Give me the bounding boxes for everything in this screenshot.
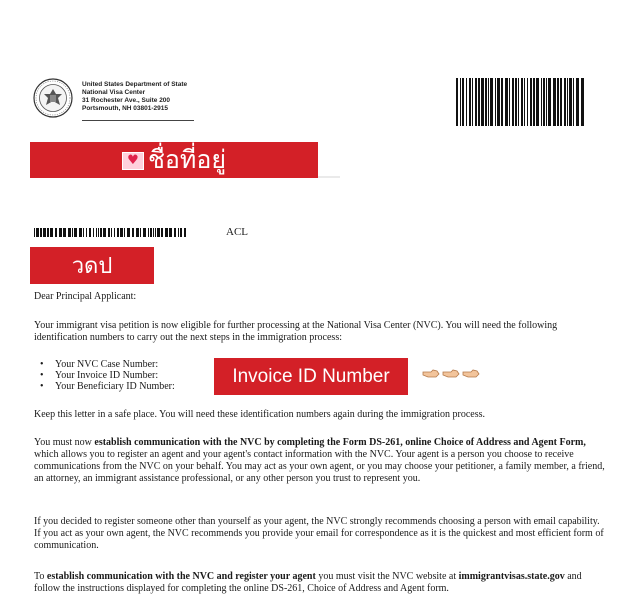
sender-line: Portsmouth, NH 03801-2915 <box>82 105 168 112</box>
emphasis-text: establish communication with the NVC by completing the Form DS-261, online Choice of Address and Agent Form, <box>94 437 586 448</box>
invoice-id-banner <box>214 358 408 395</box>
list-item: • Your Invoice ID Number: <box>40 370 159 381</box>
ds261-paragraph <box>34 437 608 485</box>
pointing-hand-icon <box>422 366 482 380</box>
text: You must now <box>34 437 95 448</box>
list-item-label: Your Invoice ID Number: <box>55 370 159 381</box>
small-barcode-image <box>34 228 190 237</box>
sender-line: 31 Rochester Ave., Suite 200 <box>82 97 171 104</box>
banner-invoice-text: Invoice ID Number <box>232 365 390 387</box>
sender-address <box>82 81 187 113</box>
sender-line: National Visa Center <box>82 89 146 96</box>
list-item-label: Your Beneficiary ID Number: <box>55 381 175 392</box>
intro-paragraph: Your immigrant visa petition is now eligible for further processing at the National Visa Center (NVC). You will need the following identification numbers to carry out the next steps in the immigration process: <box>34 320 558 343</box>
barcode-image <box>456 78 586 126</box>
list-item-label: Your NVC Case Number: <box>55 359 159 370</box>
website-link[interactable]: immigrantvisas.state.gov <box>458 571 565 582</box>
department-seal-icon <box>33 78 73 118</box>
pointing-hand-icons <box>422 366 482 384</box>
banner-name-text: ชื่อที่อยู่ <box>147 145 227 174</box>
id-list <box>40 359 175 392</box>
list-item: • Your NVC Case Number: <box>40 359 159 370</box>
register-paragraph <box>34 571 608 595</box>
love-letter-icon: ♥ <box>122 152 144 170</box>
banner-date-text: วดป <box>71 254 113 279</box>
divider <box>318 176 340 178</box>
agent-paragraph: If you decided to register someone other than yourself as your agent, the NVC strongly recommends choosing a person with email capability. If you act as your own agent, the NVC recommends you provide your email for correspondence as it is the quickest and most efficient form of communication. <box>34 516 604 551</box>
emphasis-text: establish communication with the NVC and register your agent <box>46 571 316 582</box>
keep-letter-paragraph: Keep this letter in a safe place. You will need these identification numbers again during the immigration process. <box>34 409 485 420</box>
date-banner <box>30 247 154 284</box>
text: and follow the instructions displayed for completing the online DS-261, Choice of Address and Agent form. <box>34 571 582 594</box>
barcode-label: ACL <box>226 226 248 238</box>
divider <box>82 120 194 121</box>
text: To <box>34 571 47 582</box>
text: which allows you to register an agent and your agent's contact information with the NVC. Your agent is a person you choose to receive communications from the NVC on your behalf. You may act as your own agent, or you may choose your petitioner, a family member, a friend, an attorney, an immigrant assistance professional, or any other person you trust to represent you. <box>34 449 605 484</box>
name-address-banner <box>30 142 318 178</box>
greeting: Dear Principal Applicant: <box>34 291 137 302</box>
text: you must visit the NVC website at <box>315 571 459 582</box>
list-item: • Your Beneficiary ID Number: <box>40 381 175 392</box>
sender-line: United States Department of State <box>82 81 188 88</box>
